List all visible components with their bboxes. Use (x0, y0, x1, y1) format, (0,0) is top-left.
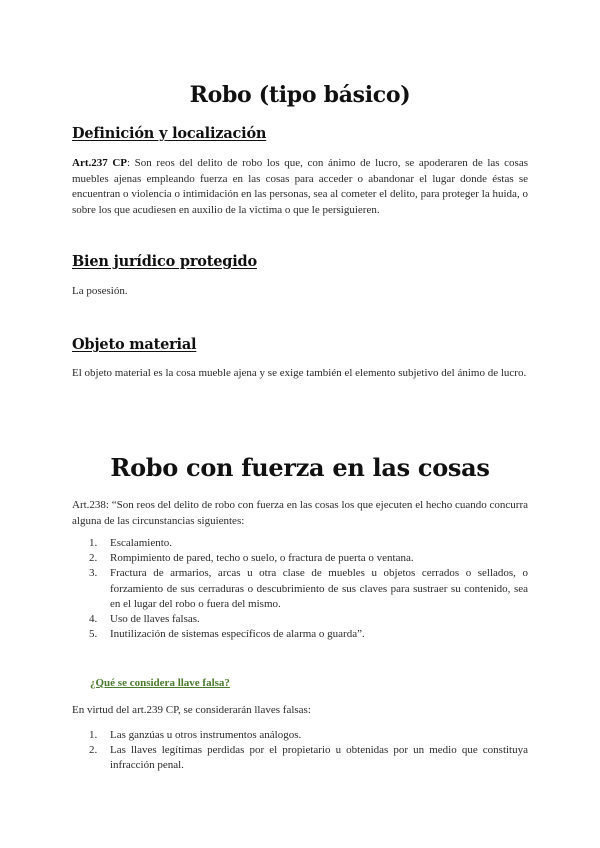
article-ref-237: Art.237 CP (72, 157, 128, 169)
art-237-text: : Son reos del delito de robo los que, con ánimo de lucro, se apoderaren de las cosas muebles ajenas empleando fuerza en las cosas para acceder o abandonar el lugar donde éstas se encuentran o violencia o intimidación en las personas, sea al cometer el delito, para proteger la huida, o sobre los que acudiesen en auxilio de la victima o que le persiguieren. (72, 157, 528, 216)
paragraph-art-238: Art.238: “Son reos del delito de robo con fuerza en las cosas los que ejecuten el hecho cuando concurra alguna de las circunstancias siguientes: (72, 499, 528, 527)
list-item: 2. Rompimiento de pared, techo o suelo, o fractura de puerta o ventana. (89, 552, 414, 565)
paragraph-art-239: En virtud del art.239 CP, se considerarán llaves falsas: (72, 704, 311, 716)
paragraph-objeto-material: El objeto material es la cosa mueble ajena y se exige también el elemento subjetivo del ánimo de lucro. (72, 367, 527, 379)
subheading-llave-falsa: ¿Qué se considera llave falsa? (90, 677, 230, 689)
list-item: 1. Escalamiento. (89, 537, 173, 549)
paragraph-art-237 (72, 156, 528, 218)
list-item: 4. Uso de llaves falsas. (89, 613, 200, 626)
title-robo-basico: Robo (tipo básico) (189, 82, 411, 108)
llaves-falsas-list (72, 728, 528, 774)
heading-bien-juridico: Bien jurídico protegido (72, 253, 257, 270)
list-item: 2. Las llaves legítimas perdidas por el propietario u obtenidas por un medio que constituya infracción penal. (89, 744, 528, 772)
title-robo-fuerza: Robo con fuerza en las cosas (110, 453, 490, 482)
list-item: 5. Inutilización de sistemas específicos de alarma o guarda”. (89, 628, 365, 641)
circumstances-list (72, 536, 528, 642)
list-item: 3. Fractura de armarios, arcas u otra clase de muebles u objetos cerrados o sellados, o forzamiento de sus cerraduras o descubrimiento de sus claves para sustraer su contenido, sea en el lugar del robo o fuera del mismo. (89, 567, 528, 610)
list-item: 1. Las ganzúas u otros instrumentos análogos. (89, 729, 302, 741)
heading-objeto-material: Objeto material (72, 336, 197, 353)
paragraph-bien-juridico: La posesión. (72, 285, 128, 297)
heading-definicion: Definición y localización (72, 125, 267, 142)
